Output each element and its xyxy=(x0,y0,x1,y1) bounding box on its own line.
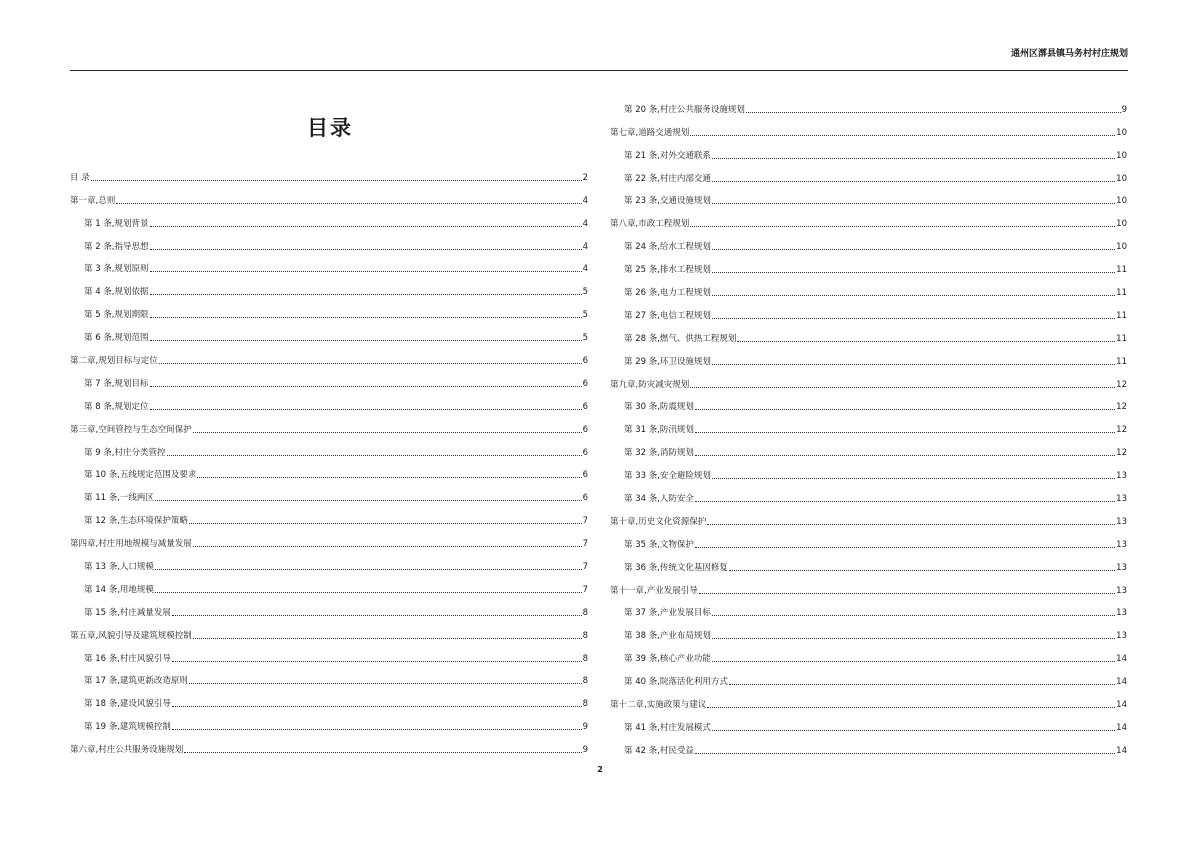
toc-entry-page: 4 xyxy=(582,264,588,275)
toc-entry-article[interactable] xyxy=(70,297,588,320)
toc-entry-article[interactable] xyxy=(70,458,588,481)
dot-leader xyxy=(712,364,1115,365)
toc-entry-page: 5 xyxy=(582,310,588,321)
toc-entry-label: 第五章,风貌引导及建筑规模控制 xyxy=(70,630,192,641)
dot-leader xyxy=(193,432,582,433)
toc-entry-article[interactable] xyxy=(610,710,1127,733)
toc-entry-page: 4 xyxy=(582,241,588,252)
toc-entry-label: 第 35 条,文物保护 xyxy=(624,539,694,550)
toc-entry-label: 第八章,市政工程规划 xyxy=(610,219,690,230)
dot-leader xyxy=(159,363,582,364)
toc-entry-page: 12 xyxy=(1116,425,1127,436)
toc-entry-label: 第 23 条,交通设施规划 xyxy=(624,196,711,207)
toc-entry-page: 8 xyxy=(582,699,588,710)
dot-leader xyxy=(695,432,1115,433)
toc-entry-page: 13 xyxy=(1116,585,1127,596)
toc-entry-page: 11 xyxy=(1116,265,1127,276)
toc-entry-label: 第 33 条,安全避险规划 xyxy=(624,471,711,482)
toc-entry-article[interactable] xyxy=(70,572,588,595)
toc-entry-page: 10 xyxy=(1116,219,1127,230)
toc-entry-article[interactable] xyxy=(610,458,1127,481)
toc-entry-label: 第 32 条,消防规划 xyxy=(624,448,694,459)
dot-leader xyxy=(172,706,582,707)
toc-entry-page: 11 xyxy=(1116,310,1127,321)
toc-entry-article[interactable] xyxy=(610,596,1127,619)
toc-entry-chapter[interactable] xyxy=(610,115,1127,138)
dot-leader xyxy=(695,409,1115,410)
toc-entry-label: 第 17 条,建筑更新改造原则 xyxy=(84,676,188,687)
toc-entry-label: 第 30 条,防震规划 xyxy=(624,402,694,413)
dot-leader xyxy=(167,455,582,456)
toc-entry-article[interactable] xyxy=(610,229,1127,252)
toc-entry-article[interactable] xyxy=(610,733,1127,756)
toc-entry-article[interactable] xyxy=(70,709,588,732)
toc-entry-label: 第 3 条,规划原则 xyxy=(84,264,149,275)
dot-leader xyxy=(695,455,1115,456)
toc-entry-label: 第 27 条,电信工程规划 xyxy=(624,310,711,321)
toc-entry-label: 第 20 条,村庄公共服务设施规划 xyxy=(624,104,745,115)
toc-entry-page: 5 xyxy=(582,333,588,344)
dot-leader xyxy=(690,226,1115,227)
dot-leader xyxy=(712,249,1115,250)
dot-leader xyxy=(712,272,1115,273)
toc-entry-article[interactable] xyxy=(610,321,1127,344)
dot-leader xyxy=(91,180,582,181)
toc-entry-page: 6 xyxy=(582,447,588,458)
toc-entry-chapter[interactable] xyxy=(610,504,1127,527)
toc-entry-chapter[interactable] xyxy=(70,160,588,183)
dot-leader xyxy=(737,341,1115,342)
toc-entry-label: 第四章,村庄用地规模与减量发展 xyxy=(70,539,192,550)
toc-entry-label: 第 19 条,建筑规模控制 xyxy=(84,722,171,733)
toc-entry-article[interactable] xyxy=(70,366,588,389)
toc-entry-label: 第二章,规划目标与定位 xyxy=(70,356,158,367)
dot-leader xyxy=(189,683,582,684)
toc-entry-page: 9 xyxy=(582,722,588,733)
toc-entry-page: 9 xyxy=(582,745,588,756)
toc-entry-label: 第 18 条,建设风貌引导 xyxy=(84,699,171,710)
dot-leader xyxy=(150,409,582,410)
toc-entry-label: 第 24 条,给水工程规划 xyxy=(624,242,711,253)
toc-entry-label: 第一章,总则 xyxy=(70,195,116,206)
toc-entry-article[interactable] xyxy=(70,480,588,503)
toc-entry-page: 4 xyxy=(582,218,588,229)
toc-entry-page: 13 xyxy=(1116,539,1127,550)
toc-entry-article[interactable] xyxy=(610,664,1127,687)
toc-entry-article[interactable] xyxy=(70,641,588,664)
dot-leader xyxy=(172,729,582,730)
dot-leader xyxy=(707,707,1115,708)
toc-heading: 目录 xyxy=(307,116,353,140)
toc-entry-article[interactable] xyxy=(70,595,588,618)
toc-entry-label: 第 29 条,环卫设施规划 xyxy=(624,356,711,367)
dot-leader xyxy=(695,753,1115,754)
page-number: 2 xyxy=(597,765,603,774)
toc-entry-page: 7 xyxy=(582,516,588,527)
toc-entry-article[interactable] xyxy=(610,481,1127,504)
toc-entry-label: 第 5 条,规划期限 xyxy=(84,310,149,321)
toc-entry-chapter[interactable] xyxy=(610,367,1127,390)
dot-leader xyxy=(155,500,582,501)
toc-entry-page: 7 xyxy=(582,562,588,573)
toc-entry-page: 13 xyxy=(1116,608,1127,619)
toc-entry-article[interactable] xyxy=(610,138,1127,161)
dot-leader xyxy=(729,570,1115,571)
toc-entry-label: 第 7 条,规划目标 xyxy=(84,378,149,389)
dot-leader xyxy=(150,386,582,387)
toc-entry-chapter[interactable] xyxy=(70,412,588,435)
toc-entry-page: 12 xyxy=(1116,402,1127,413)
toc-entry-article[interactable] xyxy=(610,92,1127,115)
dot-leader xyxy=(690,387,1115,388)
toc-entry-page: 7 xyxy=(582,584,588,595)
toc-entry-page: 14 xyxy=(1116,654,1127,665)
toc-entry-label: 第 12 条,生态环境保护策略 xyxy=(84,516,188,527)
toc-entry-label: 第 28 条,燃气、供热工程规划 xyxy=(624,333,737,344)
dot-leader xyxy=(712,203,1115,204)
dot-leader xyxy=(746,112,1121,113)
dot-leader xyxy=(184,752,581,753)
toc-entry-article[interactable] xyxy=(70,549,588,572)
toc-entry-article[interactable] xyxy=(610,275,1127,298)
dot-leader xyxy=(193,546,582,547)
toc-entry-page: 8 xyxy=(582,607,588,618)
dot-leader xyxy=(155,569,582,570)
toc-entry-article[interactable] xyxy=(610,298,1127,321)
toc-entry-page: 10 xyxy=(1116,196,1127,207)
toc-entry-chapter[interactable] xyxy=(70,526,588,549)
toc-entry-label: 第 38 条,产业布局规划 xyxy=(624,631,711,642)
toc-entry-article[interactable] xyxy=(70,664,588,687)
toc-entry-page: 13 xyxy=(1116,494,1127,505)
toc-entry-article[interactable] xyxy=(610,527,1127,550)
toc-entry-label: 第 39 条,核心产业功能 xyxy=(624,654,711,665)
toc-entry-article[interactable] xyxy=(610,435,1127,458)
toc-entry-page: 14 xyxy=(1116,745,1127,756)
toc-entry-article[interactable] xyxy=(610,618,1127,641)
toc-entry-page: 14 xyxy=(1116,677,1127,688)
toc-column-right xyxy=(610,92,1127,756)
toc-entry-article[interactable] xyxy=(610,252,1127,275)
dot-leader xyxy=(712,638,1115,639)
dot-leader xyxy=(155,592,582,593)
toc-entry-label: 第 16 条,村庄风貌引导 xyxy=(84,653,171,664)
toc-entry-page: 10 xyxy=(1116,242,1127,253)
toc-entry-page: 6 xyxy=(582,356,588,367)
toc-entry-chapter[interactable] xyxy=(70,618,588,641)
toc-entry-page: 12 xyxy=(1116,448,1127,459)
toc-entry-label: 第 6 条,规划范围 xyxy=(84,333,149,344)
toc-entry-label: 第 26 条,电力工程规划 xyxy=(624,288,711,299)
toc-entry-label: 第 41 条,村庄发展模式 xyxy=(624,722,711,733)
dot-leader xyxy=(707,524,1115,525)
toc-entry-label: 第 36 条,传统文化基因修复 xyxy=(624,562,728,573)
toc-entry-article[interactable] xyxy=(610,412,1127,435)
toc-entry-article[interactable] xyxy=(610,344,1127,367)
toc-entry-page: 13 xyxy=(1116,471,1127,482)
toc-entry-article[interactable] xyxy=(70,389,588,412)
dot-leader xyxy=(116,203,581,204)
toc-entry-label: 第 40 条,院落活化利用方式 xyxy=(624,677,728,688)
toc-entry-label: 第 14 条,用地规模 xyxy=(84,584,154,595)
toc-entry-page: 14 xyxy=(1116,722,1127,733)
toc-entry-label: 第 31 条,防汛规划 xyxy=(624,425,694,436)
toc-entry-article[interactable] xyxy=(610,550,1127,573)
dot-leader xyxy=(729,684,1115,685)
toc-entry-label: 第 37 条,产业发展目标 xyxy=(624,608,711,619)
toc-entry-page: 11 xyxy=(1116,288,1127,299)
header-divider xyxy=(70,70,1128,71)
toc-entry-page: 6 xyxy=(582,424,588,435)
dot-leader xyxy=(712,181,1115,182)
toc-entry-article[interactable] xyxy=(610,184,1127,207)
toc-entry-label: 第 34 条,人防安全 xyxy=(624,494,694,505)
toc-entry-article[interactable] xyxy=(70,686,588,709)
toc-entry-article[interactable] xyxy=(610,641,1127,664)
dot-leader xyxy=(712,730,1115,731)
toc-entry-article[interactable] xyxy=(70,229,588,252)
dot-leader xyxy=(150,249,582,250)
toc-entry-page: 5 xyxy=(582,287,588,298)
dot-leader xyxy=(150,340,582,341)
toc-entry-chapter[interactable] xyxy=(610,687,1127,710)
dot-leader xyxy=(197,477,581,478)
toc-entry-chapter[interactable] xyxy=(70,343,588,366)
dot-leader xyxy=(712,158,1115,159)
dot-leader xyxy=(695,501,1115,502)
dot-leader xyxy=(690,135,1115,136)
dot-leader xyxy=(172,661,582,662)
header-title: 通州区漷县镇马务村村庄规划 xyxy=(1010,49,1128,59)
dot-leader xyxy=(712,318,1115,319)
dot-leader xyxy=(172,615,582,616)
toc-entry-label: 第 9 条,村庄分类管控 xyxy=(84,447,166,458)
toc-entry-page: 4 xyxy=(582,195,588,206)
dot-leader xyxy=(193,638,582,639)
toc-entry-chapter[interactable] xyxy=(610,573,1127,596)
toc-entry-page: 6 xyxy=(582,401,588,412)
toc-entry-page: 8 xyxy=(582,676,588,687)
toc-entry-label: 第十章,历史文化资源保护 xyxy=(610,516,707,527)
toc-entry-page: 13 xyxy=(1116,631,1127,642)
toc-entry-article[interactable] xyxy=(610,390,1127,413)
toc-entry-page: 14 xyxy=(1116,700,1127,711)
toc-entry-article[interactable] xyxy=(70,320,588,343)
toc-entry-page: 6 xyxy=(582,470,588,481)
toc-entry-page: 11 xyxy=(1116,356,1127,367)
toc-entry-chapter[interactable] xyxy=(70,183,588,206)
toc-entry-page: 11 xyxy=(1116,333,1127,344)
toc-entry-page: 2 xyxy=(582,172,588,183)
dot-leader xyxy=(150,317,582,318)
toc-entry-article[interactable] xyxy=(70,252,588,275)
dot-leader xyxy=(699,593,1115,594)
toc-entry-label: 第 1 条,规划背景 xyxy=(84,218,149,229)
toc-entry-article[interactable] xyxy=(70,435,588,458)
toc-entry-article[interactable] xyxy=(610,161,1127,184)
toc-entry-article[interactable] xyxy=(70,274,588,297)
toc-entry-article[interactable] xyxy=(70,503,588,526)
dot-leader xyxy=(695,547,1115,548)
toc-entry-page: 12 xyxy=(1116,379,1127,390)
dot-leader xyxy=(712,295,1115,296)
toc-entry-page: 9 xyxy=(1121,104,1127,115)
toc-entry-label: 第七章,道路交通规划 xyxy=(610,127,690,138)
toc-entry-page: 6 xyxy=(582,378,588,389)
dot-leader xyxy=(712,478,1115,479)
toc-entry-label: 第十一章,产业发展引导 xyxy=(610,585,698,596)
toc-entry-label: 第 21 条,对外交通联系 xyxy=(624,150,711,161)
toc-entry-label: 第十二章,实施政策与建议 xyxy=(610,700,707,711)
dot-leader xyxy=(150,226,582,227)
toc-entry-label: 第 8 条,规划定位 xyxy=(84,401,149,412)
toc-entry-page: 10 xyxy=(1116,173,1127,184)
toc-entry-page: 10 xyxy=(1116,127,1127,138)
toc-entry-page: 7 xyxy=(582,539,588,550)
toc-entry-label: 目 录 xyxy=(70,172,90,183)
toc-entry-page: 6 xyxy=(582,493,588,504)
toc-entry-label: 第 11 条,一线两区 xyxy=(84,493,154,504)
toc-entry-label: 第 42 条,村民受益 xyxy=(624,745,694,756)
toc-entry-page: 10 xyxy=(1116,150,1127,161)
toc-entry-page: 8 xyxy=(582,630,588,641)
dot-leader xyxy=(189,523,582,524)
toc-entry-label: 第 10 条,五线规定范围及要求 xyxy=(84,470,197,481)
toc-entry-label: 第六章,村庄公共服务设施规划 xyxy=(70,745,184,756)
dot-leader xyxy=(150,271,582,272)
toc-entry-chapter[interactable] xyxy=(70,732,588,755)
toc-entry-label: 第三章,空间管控与生态空间保护 xyxy=(70,424,192,435)
toc-entry-label: 第 13 条,人口规模 xyxy=(84,562,154,573)
toc-column-left xyxy=(70,160,588,755)
toc-entry-page: 8 xyxy=(582,653,588,664)
toc-entry-label: 第 4 条,规划依据 xyxy=(84,287,149,298)
dot-leader xyxy=(712,615,1115,616)
toc-entry-page: 13 xyxy=(1116,562,1127,573)
toc-entry-label: 第九章,防灾减灾规划 xyxy=(610,379,690,390)
toc-entry-page: 13 xyxy=(1116,516,1127,527)
dot-leader xyxy=(712,661,1115,662)
dot-leader xyxy=(150,294,582,295)
toc-entry-label: 第 2 条,指导思想 xyxy=(84,241,149,252)
toc-entry-label: 第 25 条,排水工程规划 xyxy=(624,265,711,276)
toc-entry-article[interactable] xyxy=(70,206,588,229)
toc-entry-label: 第 22 条,村庄内部交通 xyxy=(624,173,711,184)
toc-entry-chapter[interactable] xyxy=(610,206,1127,229)
toc-entry-label: 第 15 条,村庄减量发展 xyxy=(84,607,171,618)
